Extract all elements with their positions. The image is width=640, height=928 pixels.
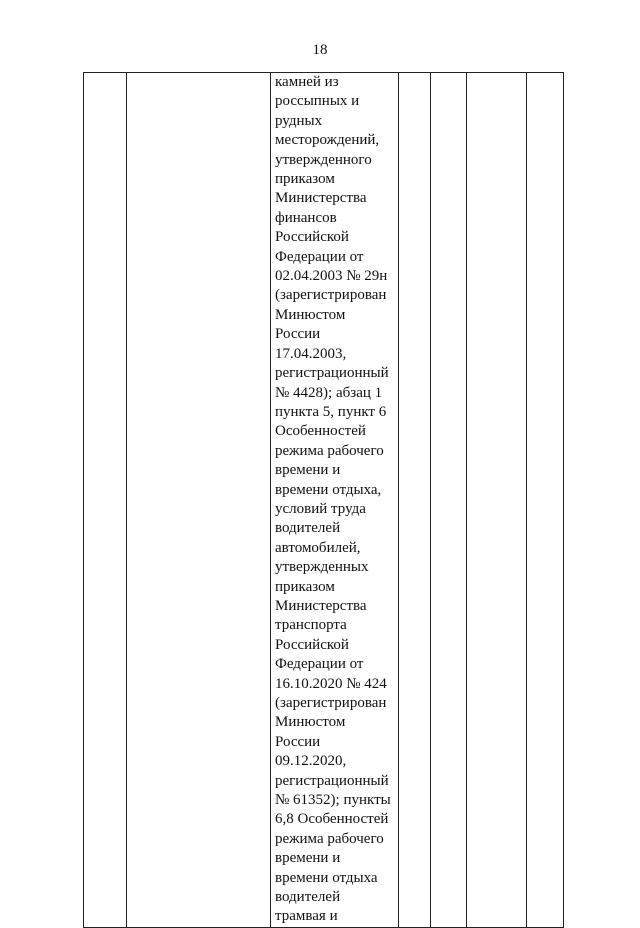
text-line: Федерации от xyxy=(275,248,364,265)
text-line: Российской xyxy=(275,229,349,246)
text-line: 6,8 Особенностей xyxy=(275,811,389,828)
text-line: утвержденного xyxy=(275,151,372,168)
text-line: месторождений, xyxy=(275,132,380,149)
document-table xyxy=(83,72,564,928)
text-line: Министерства xyxy=(275,597,367,614)
text-line: (зарегистрирован xyxy=(275,695,387,711)
text-line: регистрационный xyxy=(275,365,389,382)
text-line: режима рабочего xyxy=(275,442,384,459)
text-line: рудных xyxy=(275,112,323,129)
table-cell-col2 xyxy=(127,73,271,928)
text-line: № 4428); абзац 1 xyxy=(275,384,383,401)
text-line: 02.04.2003 № 29н xyxy=(275,268,388,285)
text-line: Российской xyxy=(275,636,349,653)
text-line: режима рабочего xyxy=(275,830,384,847)
table-cell-col5 xyxy=(431,73,467,928)
text-line: Минюстом xyxy=(275,306,346,323)
table-cell-col3 xyxy=(271,73,399,928)
table-row xyxy=(84,73,564,928)
page-number: 18 xyxy=(312,42,328,58)
text-line: водителей xyxy=(275,889,341,906)
text-line: пункта 5, пункт 6 xyxy=(275,403,387,420)
text-line: времени и xyxy=(275,462,341,479)
table-cell-col1 xyxy=(84,73,127,928)
text-line: России xyxy=(275,733,321,750)
text-line: приказом xyxy=(275,578,335,595)
text-line: 16.10.2020 № 424 xyxy=(275,675,387,692)
text-line: водителей xyxy=(275,520,341,537)
table-cell-col7 xyxy=(527,73,564,928)
text-line: времени и xyxy=(275,850,341,867)
text-line: 17.04.2003, xyxy=(275,345,347,362)
text-line: Особенностей xyxy=(275,423,366,440)
text-line: Министерства xyxy=(275,190,367,207)
table-cell-text xyxy=(271,73,398,927)
table-cell-col4 xyxy=(399,73,431,928)
text-line: автомобилей, xyxy=(275,539,361,556)
text-line: времени отдыха xyxy=(275,869,378,886)
text-line: Минюстом xyxy=(275,714,346,731)
text-line: финансов xyxy=(275,209,337,226)
text-line: Федерации от xyxy=(275,656,364,673)
text-line: (зарегистрирован xyxy=(275,287,387,304)
text-line: россыпных и xyxy=(275,93,360,110)
text-line: России xyxy=(275,326,321,343)
table-cell-col6 xyxy=(467,73,527,928)
text-line: камней из xyxy=(275,74,339,90)
text-line: приказом xyxy=(275,171,335,188)
text-line: времени отдыха, xyxy=(275,481,382,498)
text-line: № 61352); пункты xyxy=(275,792,391,809)
text-line: 09.12.2020, xyxy=(275,753,347,770)
text-line: регистрационный xyxy=(275,772,389,789)
text-line: условий труда xyxy=(275,500,366,517)
text-line: утвержденных xyxy=(275,559,369,576)
text-line: трамвая и xyxy=(275,908,338,925)
text-line: транспорта xyxy=(275,617,347,634)
